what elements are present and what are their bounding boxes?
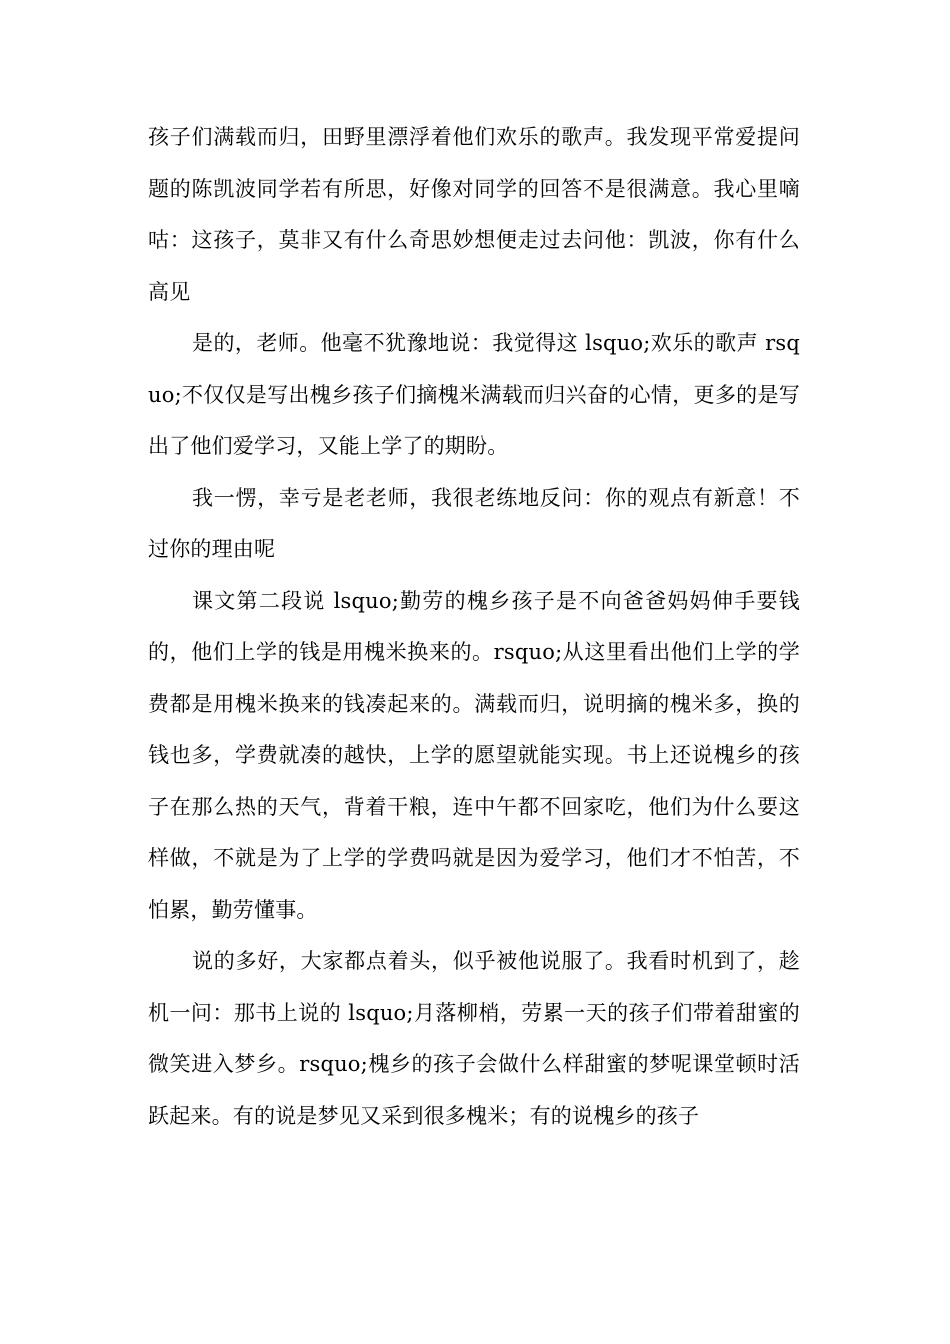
paragraph-4: 课文第二段说 lsquo;勤劳的槐乡孩子是不向爸爸妈妈伸手要钱的，他们上学的钱是用槐米换来的。rsquo;从这里看出他们上学的学费都是用槐米换来的钱凑起来的。满载而归，说明摘的槐米多，换的钱也多，学费就凑的越快，上学的愿望就能实现。书上还说槐乡的孩子在那么热的天气，背着干粮，连中午都不回家吃，他们为什么要这样做，不就是为了上学的学费吗就是因为爱学习，他们才不怕苦，不怕累，勤劳懂事。 <box>148 588 800 922</box>
paragraph-3: 我一愣，幸亏是老老师，我很老练地反问：你的观点有新意！不过你的理由呢 <box>148 485 800 561</box>
document-body <box>148 112 800 1142</box>
paragraph-5: 说的多好，大家都点着头，似乎被他说服了。我看时机到了，趁机一问：那书上说的 lsquo;月落柳梢，劳累一天的孩子们带着甜蜜的微笑进入梦乡。rsquo;槐乡的孩子会做什么样甜蜜的梦呢课堂顿时活跃起来。有的说是梦见又采到很多槐米；有的说槐乡的孩子 <box>148 949 800 1128</box>
paragraph-1: 孩子们满载而归，田野里漂浮着他们欢乐的歌声。我发现平常爱提问题的陈凯波同学若有所思，好像对同学的回答不是很满意。我心里嘀咕：这孩子，莫非又有什么奇思妙想便走过去问他：凯波，你有什么高见 <box>148 125 800 304</box>
paragraph-2: 是的，老师。他毫不犹豫地说：我觉得这 lsquo;欢乐的歌声 rsquo;不仅仅是写出槐乡孩子们摘槐米满载而归兴奋的心情，更多的是写出了他们爱学习，又能上学了的期盼。 <box>148 331 800 458</box>
